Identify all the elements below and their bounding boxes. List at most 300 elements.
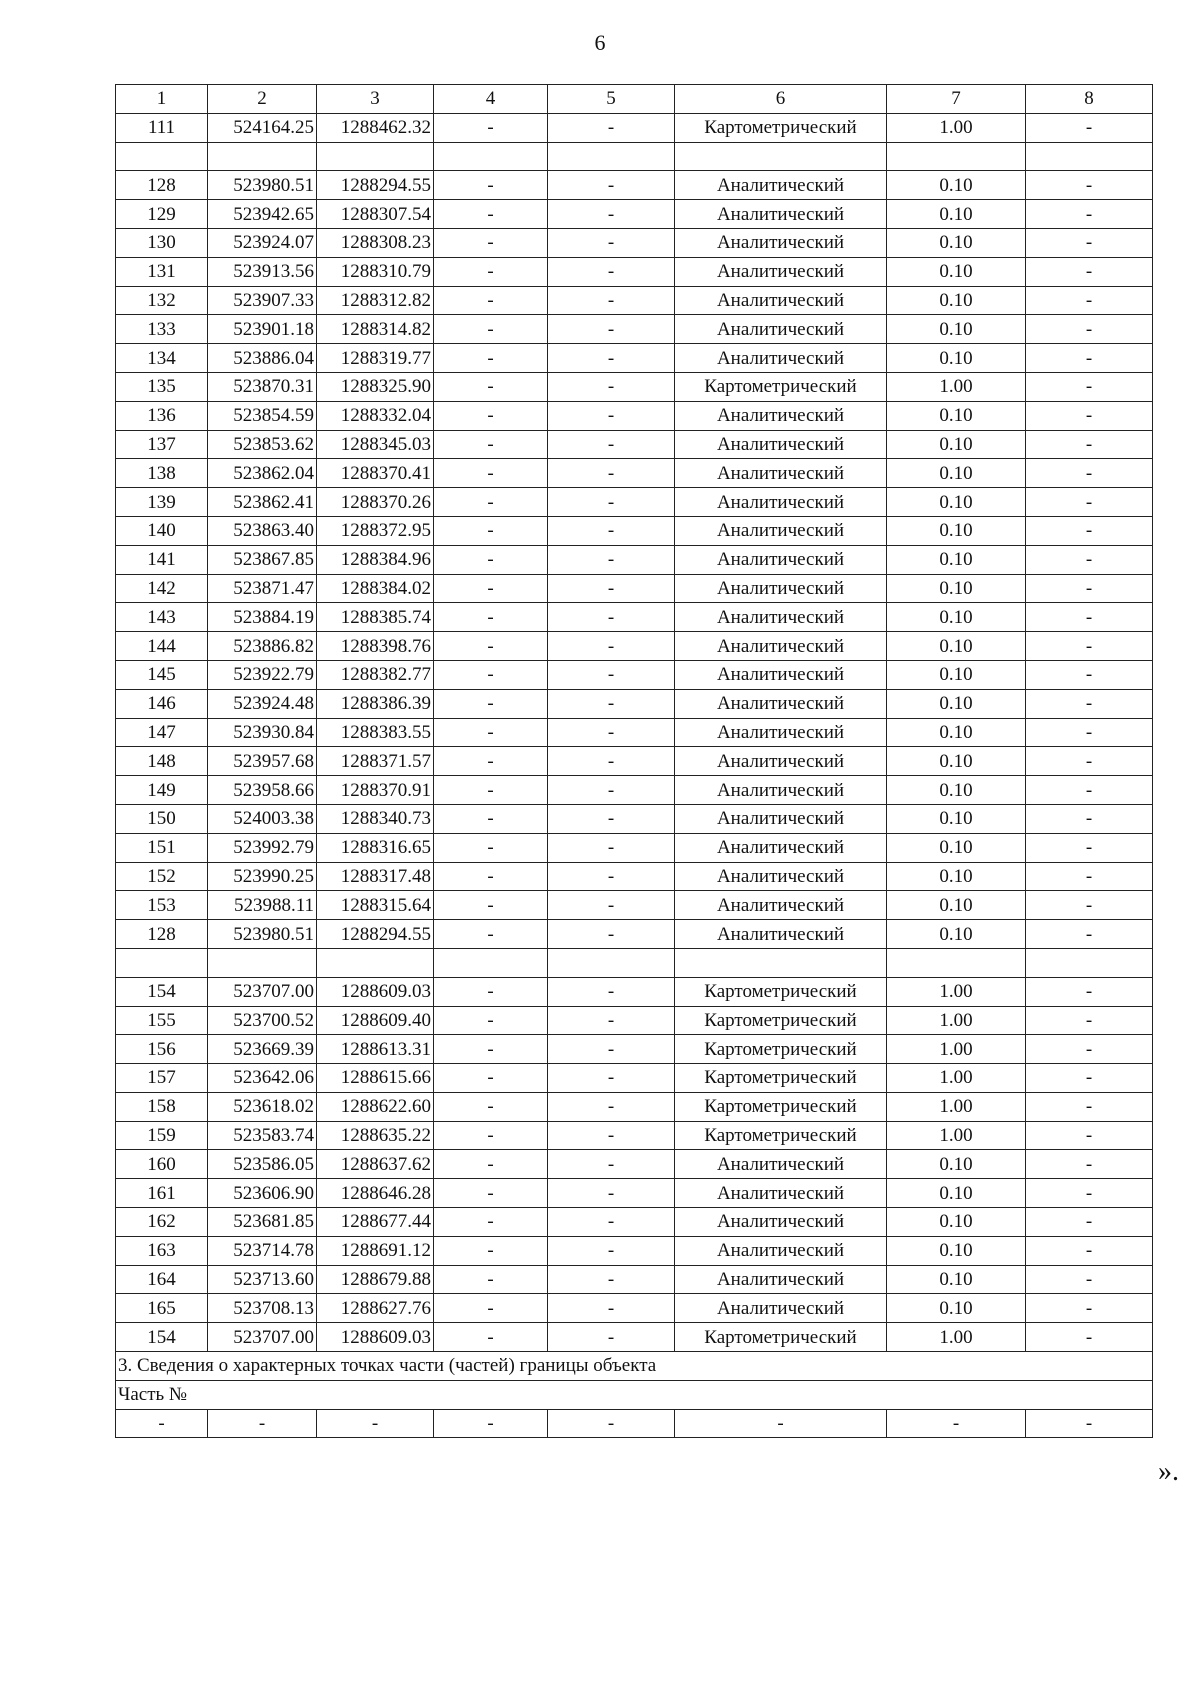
table-cell: -: [1026, 1150, 1153, 1179]
table-cell: [675, 948, 887, 977]
table-cell: 523714.78: [208, 1236, 317, 1265]
table-row: [116, 1150, 1153, 1179]
table-cell: 0.10: [887, 1236, 1026, 1265]
table-cell: Картометрический: [675, 1323, 887, 1352]
table-cell: -: [548, 1150, 675, 1179]
table-cell: 0.10: [887, 171, 1026, 200]
table-row: [116, 545, 1153, 574]
table-cell: 523886.82: [208, 632, 317, 661]
table-cell: Аналитический: [675, 891, 887, 920]
table-cell: 134: [116, 344, 208, 373]
table-cell: -: [1026, 1006, 1153, 1035]
table-cell: 0.10: [887, 488, 1026, 517]
table-cell: 0.10: [887, 430, 1026, 459]
table-cell: 0.10: [887, 891, 1026, 920]
table-cell: -: [1026, 1294, 1153, 1323]
table-cell: 0.10: [887, 1265, 1026, 1294]
table-cell: 1288679.88: [317, 1265, 434, 1294]
table-cell: 1288319.77: [317, 344, 434, 373]
table-cell: 146: [116, 689, 208, 718]
table-row: [116, 1236, 1153, 1265]
table-cell: -: [548, 718, 675, 747]
table-cell: -: [434, 1208, 548, 1237]
table-cell: -: [548, 977, 675, 1006]
table-separator-row: [116, 142, 1153, 171]
table-cell: 1288462.32: [317, 113, 434, 142]
table-cell: -: [434, 862, 548, 891]
table-cell: [548, 142, 675, 171]
table-row: [116, 459, 1153, 488]
table-row: [116, 430, 1153, 459]
table-cell: 162: [116, 1208, 208, 1237]
table-cell: -: [1026, 113, 1153, 142]
table-cell: 1288332.04: [317, 401, 434, 430]
table-cell: -: [1026, 1092, 1153, 1121]
table-cell: 0.10: [887, 833, 1026, 862]
table-cell: 1288386.39: [317, 689, 434, 718]
table-cell: -: [434, 574, 548, 603]
table-cell: -: [434, 200, 548, 229]
table-cell: -: [1026, 1035, 1153, 1064]
table-cell: -: [548, 1236, 675, 1265]
table-row: [116, 632, 1153, 661]
table-cell: 128: [116, 171, 208, 200]
table-cell: Аналитический: [675, 1265, 887, 1294]
section-title-row: [116, 1352, 1153, 1381]
table-cell: Аналитический: [675, 401, 887, 430]
table-cell: -: [548, 1409, 675, 1438]
table-cell: -: [1026, 1064, 1153, 1093]
table-cell: 144: [116, 632, 208, 661]
table-cell: -: [1026, 459, 1153, 488]
table-cell: -: [434, 1409, 548, 1438]
table-row: [116, 660, 1153, 689]
table-cell: -: [1026, 804, 1153, 833]
table-cell: 1288308.23: [317, 228, 434, 257]
table-cell: 1288691.12: [317, 1236, 434, 1265]
table-cell: [208, 948, 317, 977]
table-cell: 0.10: [887, 286, 1026, 315]
table-cell: 0.10: [887, 545, 1026, 574]
final-row: [116, 1409, 1153, 1438]
table-cell: 523990.25: [208, 862, 317, 891]
table-cell: -: [1026, 286, 1153, 315]
table-cell: [887, 142, 1026, 171]
table-cell: -: [434, 1265, 548, 1294]
table-cell: 523707.00: [208, 1323, 317, 1352]
table-cell: -: [548, 747, 675, 776]
table-cell: 523669.39: [208, 1035, 317, 1064]
table-cell: 163: [116, 1236, 208, 1265]
table-cell: -: [434, 372, 548, 401]
table-cell: -: [1026, 1208, 1153, 1237]
table-row: [116, 228, 1153, 257]
table-cell: 0.10: [887, 574, 1026, 603]
table-row: [116, 344, 1153, 373]
table-cell: 1.00: [887, 1323, 1026, 1352]
table-row: [116, 1208, 1153, 1237]
table-row: [116, 718, 1153, 747]
table-cell: -: [548, 315, 675, 344]
table-cell: -: [434, 344, 548, 373]
table-cell: -: [434, 891, 548, 920]
table-cell: [675, 142, 887, 171]
table-cell: 148: [116, 747, 208, 776]
table-cell: 165: [116, 1294, 208, 1323]
table-cell: 138: [116, 459, 208, 488]
table-cell: Картометрический: [675, 372, 887, 401]
table-cell: Картометрический: [675, 1092, 887, 1121]
table-cell: -: [1026, 545, 1153, 574]
table-cell: -: [434, 804, 548, 833]
table-cell: 1288370.91: [317, 776, 434, 805]
table-cell: -: [548, 1265, 675, 1294]
table-cell: 1288609.40: [317, 1006, 434, 1035]
table-cell: 154: [116, 1323, 208, 1352]
table-row: [116, 1323, 1153, 1352]
table-cell: 1.00: [887, 113, 1026, 142]
table-cell: Аналитический: [675, 1179, 887, 1208]
table-cell: -: [1026, 430, 1153, 459]
table-cell: -: [548, 1323, 675, 1352]
table-cell: -: [1026, 401, 1153, 430]
table-cell: 0.10: [887, 200, 1026, 229]
table-cell: 1288615.66: [317, 1064, 434, 1093]
table-cell: 136: [116, 401, 208, 430]
table-cell: Аналитический: [675, 200, 887, 229]
table-row: [116, 574, 1153, 603]
coordinates-table: [115, 84, 1153, 1438]
table-cell: 130: [116, 228, 208, 257]
table-cell: 1.00: [887, 1092, 1026, 1121]
table-row: [116, 171, 1153, 200]
table-cell: 150: [116, 804, 208, 833]
table-cell: 523871.47: [208, 574, 317, 603]
table-cell: -: [1026, 200, 1153, 229]
header-cell: 5: [548, 85, 675, 114]
table-cell: -: [1026, 257, 1153, 286]
table-cell: -: [434, 833, 548, 862]
table-cell: -: [1026, 660, 1153, 689]
table-cell: -: [434, 228, 548, 257]
table-cell: 0.10: [887, 315, 1026, 344]
table-cell: -: [434, 1294, 548, 1323]
table-cell: -: [1026, 516, 1153, 545]
header-cell: 7: [887, 85, 1026, 114]
table-cell: -: [548, 660, 675, 689]
table-cell: 131: [116, 257, 208, 286]
table-cell: -: [434, 689, 548, 718]
table-cell: 523853.62: [208, 430, 317, 459]
table-cell: -: [548, 257, 675, 286]
table-cell: -: [434, 1006, 548, 1035]
table-cell: -: [434, 1121, 548, 1150]
table-cell: -: [434, 315, 548, 344]
table-cell: 161: [116, 1179, 208, 1208]
table-cell: 0.10: [887, 660, 1026, 689]
table-cell: -: [548, 603, 675, 632]
table-cell: 111: [116, 113, 208, 142]
table-cell: -: [1026, 920, 1153, 949]
table-cell: 158: [116, 1092, 208, 1121]
table-cell: 0.10: [887, 401, 1026, 430]
table-cell: 523992.79: [208, 833, 317, 862]
table-cell: 156: [116, 1035, 208, 1064]
part-label: Часть №: [116, 1380, 1153, 1409]
table-cell: 0.10: [887, 1179, 1026, 1208]
table-row: [116, 804, 1153, 833]
table-cell: Аналитический: [675, 1236, 887, 1265]
table-cell: [317, 948, 434, 977]
table-cell: -: [1026, 747, 1153, 776]
table-cell: 523913.56: [208, 257, 317, 286]
table-cell: [548, 948, 675, 977]
table-cell: Аналитический: [675, 228, 887, 257]
table-cell: 0.10: [887, 1294, 1026, 1323]
table-cell: -: [434, 545, 548, 574]
table-cell: -: [1026, 574, 1153, 603]
table-cell: -: [434, 632, 548, 661]
table-cell: 140: [116, 516, 208, 545]
table-cell: Аналитический: [675, 776, 887, 805]
table-cell: 524164.25: [208, 113, 317, 142]
table-cell: 1.00: [887, 977, 1026, 1006]
table-cell: 1288370.26: [317, 488, 434, 517]
table-cell: -: [116, 1409, 208, 1438]
table-cell: 164: [116, 1265, 208, 1294]
table-cell: 1.00: [887, 372, 1026, 401]
table-cell: 523922.79: [208, 660, 317, 689]
table-cell: 0.10: [887, 459, 1026, 488]
table-cell: 1288294.55: [317, 171, 434, 200]
table-cell: 1288372.95: [317, 516, 434, 545]
table-cell: 1288371.57: [317, 747, 434, 776]
table-cell: [434, 142, 548, 171]
table-cell: 1288370.41: [317, 459, 434, 488]
table-cell: -: [1026, 171, 1153, 200]
table-cell: 523708.13: [208, 1294, 317, 1323]
table-cell: 137: [116, 430, 208, 459]
table-cell: 1288646.28: [317, 1179, 434, 1208]
table-cell: Аналитический: [675, 1208, 887, 1237]
header-cell: 6: [675, 85, 887, 114]
table-cell: -: [1026, 977, 1153, 1006]
table-cell: 524003.38: [208, 804, 317, 833]
table-cell: 1288340.73: [317, 804, 434, 833]
table-cell: Картометрический: [675, 1035, 887, 1064]
table-cell: 523924.48: [208, 689, 317, 718]
table-cell: 523863.40: [208, 516, 317, 545]
table-cell: [887, 948, 1026, 977]
table-cell: -: [1026, 718, 1153, 747]
table-row: [116, 516, 1153, 545]
header-cell: 1: [116, 85, 208, 114]
table-cell: -: [1026, 1236, 1153, 1265]
table-row: [116, 200, 1153, 229]
table-row: [116, 257, 1153, 286]
table-cell: 0.10: [887, 862, 1026, 891]
table-cell: -: [548, 516, 675, 545]
table-row: [116, 1092, 1153, 1121]
table-cell: -: [434, 459, 548, 488]
table-cell: 1.00: [887, 1035, 1026, 1064]
table-cell: 153: [116, 891, 208, 920]
table-cell: 523606.90: [208, 1179, 317, 1208]
table-cell: -: [1026, 1121, 1153, 1150]
table-cell: 523884.19: [208, 603, 317, 632]
table-cell: -: [548, 1294, 675, 1323]
table-cell: -: [548, 171, 675, 200]
table-cell: -: [548, 891, 675, 920]
table-cell: -: [317, 1409, 434, 1438]
table-cell: 0.10: [887, 632, 1026, 661]
table-cell: 151: [116, 833, 208, 862]
table-cell: 1.00: [887, 1064, 1026, 1093]
table-cell: -: [548, 488, 675, 517]
table-cell: 132: [116, 286, 208, 315]
table-cell: -: [434, 286, 548, 315]
table-cell: 523957.68: [208, 747, 317, 776]
table-cell: Аналитический: [675, 545, 887, 574]
table-row: [116, 689, 1153, 718]
table-cell: 159: [116, 1121, 208, 1150]
table-cell: Аналитический: [675, 315, 887, 344]
table-row: [116, 603, 1153, 632]
table-cell: -: [548, 833, 675, 862]
table-cell: Картометрический: [675, 977, 887, 1006]
header-cell: 2: [208, 85, 317, 114]
header-cell: 3: [317, 85, 434, 114]
table-cell: Аналитический: [675, 632, 887, 661]
table-cell: [208, 142, 317, 171]
table-cell: Аналитический: [675, 862, 887, 891]
table-cell: 129: [116, 200, 208, 229]
table-cell: Аналитический: [675, 747, 887, 776]
header-cell: 4: [434, 85, 548, 114]
table-cell: 0.10: [887, 344, 1026, 373]
table-cell: 1288385.74: [317, 603, 434, 632]
table-cell: Аналитический: [675, 430, 887, 459]
table-cell: 0.10: [887, 1150, 1026, 1179]
table-cell: 1288398.76: [317, 632, 434, 661]
table-cell: Аналитический: [675, 344, 887, 373]
table-cell: Аналитический: [675, 574, 887, 603]
table-cell: -: [548, 1092, 675, 1121]
table-cell: 523930.84: [208, 718, 317, 747]
table-cell: 523886.04: [208, 344, 317, 373]
table-cell: 523942.65: [208, 200, 317, 229]
table-cell: 0.10: [887, 1208, 1026, 1237]
table-cell: 523707.00: [208, 977, 317, 1006]
table-cell: -: [434, 257, 548, 286]
table-cell: -: [1026, 228, 1153, 257]
table-cell: -: [548, 804, 675, 833]
table-cell: 523700.52: [208, 1006, 317, 1035]
table-cell: -: [434, 171, 548, 200]
table-row: [116, 488, 1153, 517]
table-cell: 523854.59: [208, 401, 317, 430]
table-cell: Аналитический: [675, 257, 887, 286]
table-cell: Аналитический: [675, 603, 887, 632]
table-cell: -: [434, 776, 548, 805]
table-row: [116, 1006, 1153, 1035]
table-cell: 154: [116, 977, 208, 1006]
table-cell: -: [548, 459, 675, 488]
table-cell: 139: [116, 488, 208, 517]
table-cell: 523713.60: [208, 1265, 317, 1294]
table-cell: 0.10: [887, 228, 1026, 257]
table-cell: 523980.51: [208, 920, 317, 949]
table-cell: [1026, 948, 1153, 977]
table-cell: 1288317.48: [317, 862, 434, 891]
table-cell: Картометрический: [675, 1006, 887, 1035]
table-cell: -: [548, 1179, 675, 1208]
table-cell: -: [548, 632, 675, 661]
table-cell: 135: [116, 372, 208, 401]
table-row: [116, 1064, 1153, 1093]
table-cell: -: [1026, 315, 1153, 344]
table-cell: 523586.05: [208, 1150, 317, 1179]
table-cell: Аналитический: [675, 516, 887, 545]
table-cell: 0.10: [887, 776, 1026, 805]
table-cell: 1288677.44: [317, 1208, 434, 1237]
table-cell: 1288637.62: [317, 1150, 434, 1179]
table-cell: -: [434, 430, 548, 459]
table-cell: -: [548, 372, 675, 401]
table-cell: -: [548, 920, 675, 949]
table-cell: -: [1026, 488, 1153, 517]
table-cell: 1288383.55: [317, 718, 434, 747]
table-cell: 523924.07: [208, 228, 317, 257]
table-cell: 523901.18: [208, 315, 317, 344]
table-cell: -: [548, 401, 675, 430]
table-cell: 523681.85: [208, 1208, 317, 1237]
table-cell: Аналитический: [675, 804, 887, 833]
table-cell: 1288627.76: [317, 1294, 434, 1323]
table-cell: 523870.31: [208, 372, 317, 401]
table-row: [116, 1265, 1153, 1294]
table-row: [116, 401, 1153, 430]
table-cell: -: [548, 200, 675, 229]
table-cell: -: [548, 430, 675, 459]
table-cell: -: [434, 603, 548, 632]
table-row: [116, 1179, 1153, 1208]
table-cell: -: [434, 1323, 548, 1352]
table-cell: Аналитический: [675, 660, 887, 689]
table-cell: -: [434, 1179, 548, 1208]
table-cell: 155: [116, 1006, 208, 1035]
table-cell: 145: [116, 660, 208, 689]
section-title: 3. Сведения о характерных точках части (частей) границы объекта: [116, 1352, 1153, 1381]
table-cell: -: [548, 545, 675, 574]
table-cell: 128: [116, 920, 208, 949]
table-cell: -: [548, 689, 675, 718]
table-cell: -: [548, 113, 675, 142]
table-cell: Аналитический: [675, 920, 887, 949]
table-cell: 0.10: [887, 804, 1026, 833]
table-cell: 0.10: [887, 920, 1026, 949]
table-cell: -: [1026, 1179, 1153, 1208]
table-cell: 1288609.03: [317, 977, 434, 1006]
table-cell: -: [434, 516, 548, 545]
table-cell: Аналитический: [675, 689, 887, 718]
table-cell: -: [434, 747, 548, 776]
table-cell: -: [434, 1035, 548, 1064]
table-row: [116, 833, 1153, 862]
table-cell: -: [208, 1409, 317, 1438]
table-cell: -: [434, 1150, 548, 1179]
table-cell: Аналитический: [675, 718, 887, 747]
